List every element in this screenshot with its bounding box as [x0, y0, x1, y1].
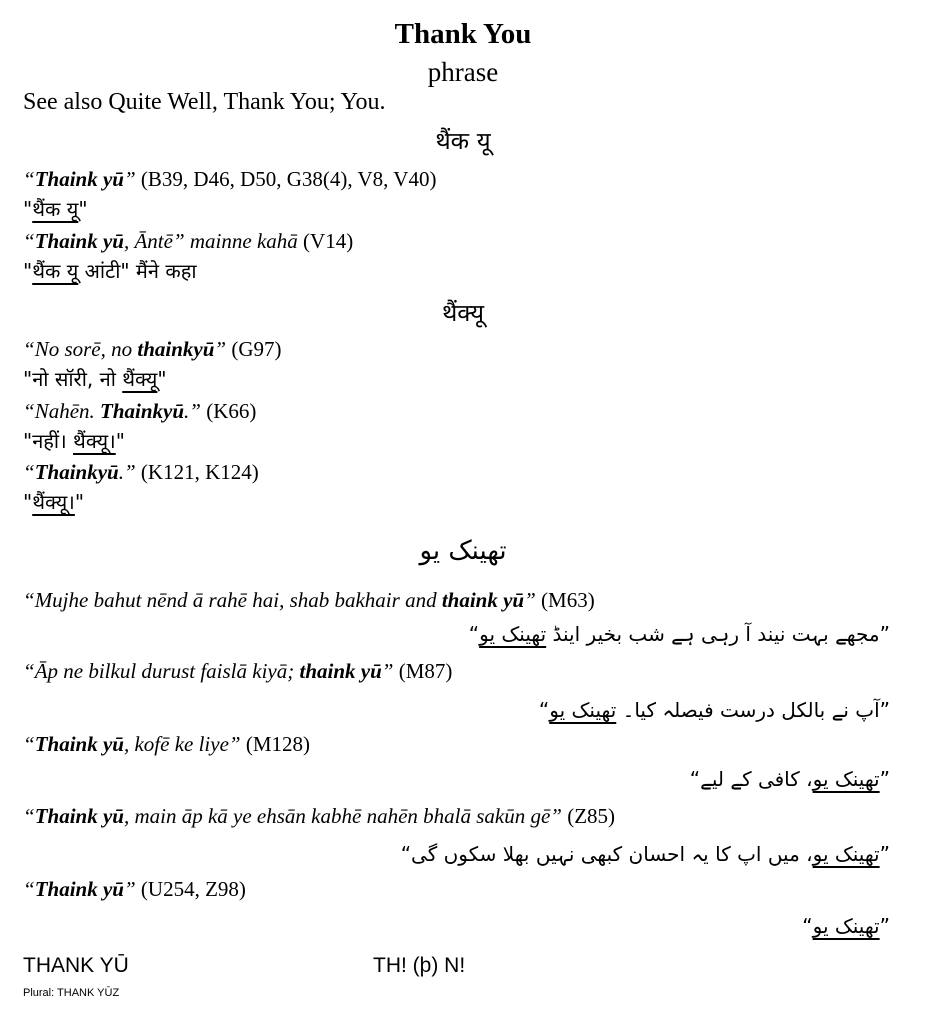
- entry-script: ”تھینک یو، کافی کے لیے“: [689, 767, 890, 791]
- entry-transliteration: “Thainkyū.” (K121, K124): [23, 460, 259, 484]
- entry-transliteration: “Thaink yū” (U254, Z98): [23, 877, 246, 901]
- entry-script: ”تھینک یو“: [802, 914, 890, 938]
- entry-script: "थैंक यू आंटी" मैंने कहा: [23, 259, 197, 283]
- entry-transliteration: “Mujhe bahut nēnd ā rahē hai, shab bakhair and thaink yū” (M63): [23, 588, 595, 612]
- entry-transliteration: “Āp ne bilkul durust faislā kiyā; thaink yū” (M87): [23, 659, 453, 683]
- entry-script: ”آپ نے بالکل درست فیصلہ کیا۔ تھینک یو“: [538, 698, 890, 722]
- entry-script: "नहीं। थैंक्यू।": [23, 429, 125, 453]
- entry-transliteration: “Thaink yū” (B39, D46, D50, G38(4), V8, V40): [23, 167, 437, 191]
- entry-script: ”تھینک یو، میں اپ کا یہ احسان کبھی نہیں بھلا سکوں گی“: [400, 842, 890, 866]
- entry-script: "थैंक यू": [23, 197, 88, 221]
- entry-transliteration: “Thaink yū, Āntē” mainne kahā (V14): [23, 229, 354, 253]
- entry-transliteration: “Nahēn. Thainkyū.” (K66): [23, 399, 257, 423]
- footer-pronunciation: TH! (þ) N!: [373, 954, 466, 977]
- entry-transliteration: “Thaink yū, main āp kā ye ehsān kabhē nahēn bhalā sakūn gē” (Z85): [23, 804, 616, 828]
- entry-script: "थैंक्यू।": [23, 490, 85, 514]
- section-heading-hindi-1: थैंक यू: [435, 127, 491, 155]
- page-title: Thank You: [394, 18, 532, 50]
- entry-script: "नो सॉरी, नो थैंक्यू": [23, 367, 167, 391]
- section-heading-hindi-2: थैंक्यू: [441, 299, 485, 327]
- part-of-speech: phrase: [427, 57, 499, 87]
- see-also-note: See also Quite Well, Thank You; You.: [23, 89, 386, 115]
- footer-headword: THANK YŪ: [23, 954, 129, 977]
- footer-plural: Plural: THANK YŪZ: [23, 987, 120, 999]
- entry-script: ”مجھے بہت نیند آ رہی ہے شب بخیر اینڈ تھینک یو“: [468, 622, 890, 646]
- entry-transliteration: “Thaink yū, kofē ke liye” (M128): [23, 732, 310, 756]
- section-heading-urdu: تھینک یو: [419, 536, 507, 566]
- entry-transliteration: “No sorē, no thainkyū” (G97): [23, 337, 282, 361]
